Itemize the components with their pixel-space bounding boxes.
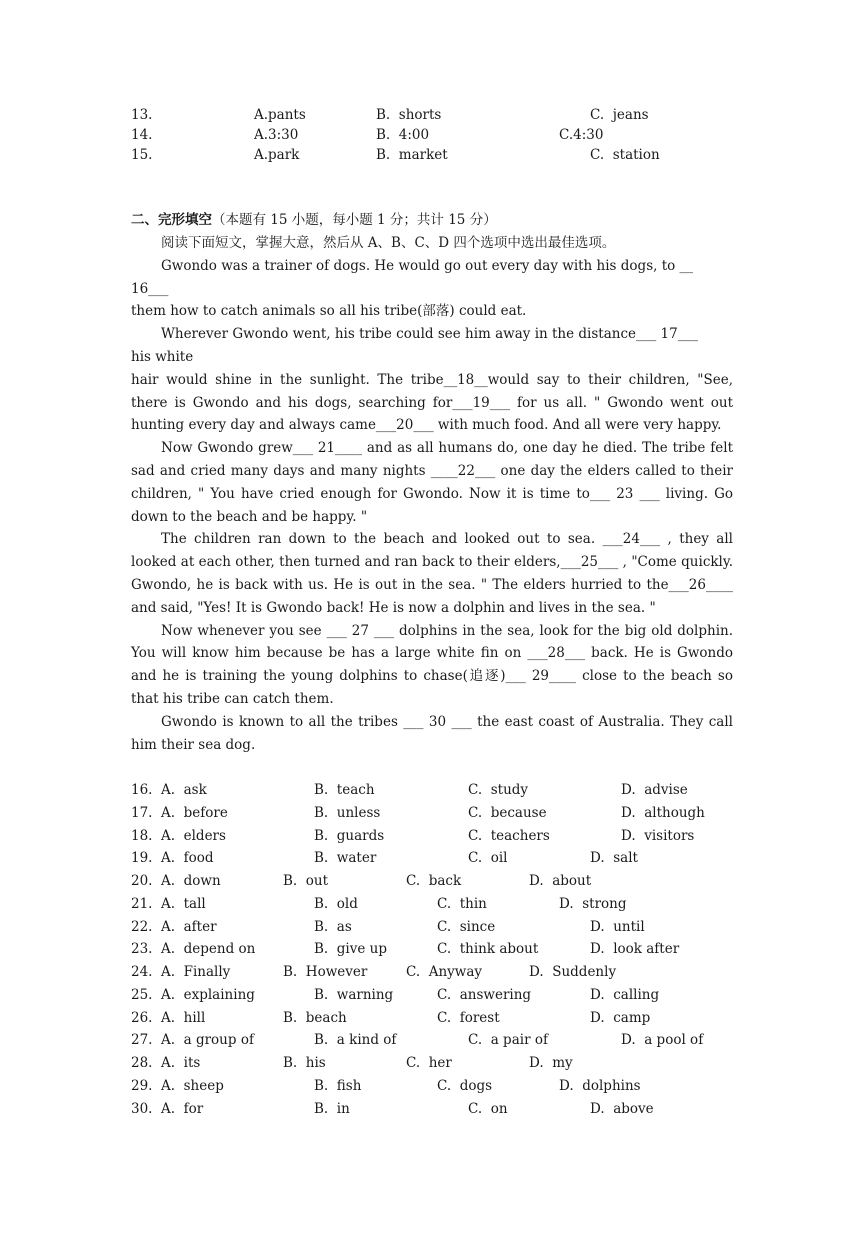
option-d: D. my xyxy=(529,1055,573,1071)
option-c: C. think about xyxy=(437,941,539,957)
option-a: A. after xyxy=(161,919,217,935)
option-d: D. above xyxy=(590,1101,654,1117)
question-number: 30. xyxy=(131,1101,153,1117)
option-c: C. study xyxy=(468,782,529,798)
option-row-27 xyxy=(131,1029,731,1051)
option-row-28 xyxy=(131,1052,731,1074)
passage-paragraph: The children ran down to the beach and looked out to sea. ___24___ , they all looked at each other, then turned and ran back to their elders,___25___ , "Come quickly. Gwondo, he is back with us. He is out in the sea. " The elders hurried to the___26____ and said, "Yes! It is Gwondo back! He is now a dolphin and lives in the sea. " xyxy=(131,531,733,616)
option-c: C. on xyxy=(468,1101,508,1117)
question-number: 17. xyxy=(131,805,153,821)
option-b: B. out xyxy=(283,873,329,889)
option-a: A. a group of xyxy=(161,1032,254,1048)
option-b: B. beach xyxy=(283,1010,347,1026)
option-b: B. shorts xyxy=(376,107,442,123)
question-number: 14. xyxy=(131,127,153,143)
option-a: A. elders xyxy=(161,828,226,844)
passage-line: his white xyxy=(131,348,194,365)
option-d: D. look after xyxy=(590,941,680,957)
option-row-18 xyxy=(131,825,731,847)
option-c: C. back xyxy=(406,873,462,889)
option-a: A.3:30 xyxy=(254,127,299,143)
question-row-15 xyxy=(131,144,731,166)
option-c: C. since xyxy=(437,919,496,935)
question-number: 20. xyxy=(131,873,153,889)
option-d: D. until xyxy=(590,919,645,935)
option-d: D. dolphins xyxy=(559,1078,641,1094)
option-a: A. tall xyxy=(161,896,206,912)
option-b: B. fish xyxy=(314,1078,362,1094)
option-c: C. Anyway xyxy=(406,964,483,980)
option-b: B. 4:00 xyxy=(376,127,430,143)
question-row-14 xyxy=(131,124,731,146)
section-title: 二、完形填空 xyxy=(131,212,212,228)
option-b: B. old xyxy=(314,896,358,912)
option-d: D. camp xyxy=(590,1010,651,1026)
question-number: 21. xyxy=(131,896,153,912)
question-number: 28. xyxy=(131,1055,153,1071)
option-row-26 xyxy=(131,1007,731,1029)
option-d: D. a pool of xyxy=(621,1032,704,1048)
option-b: B. give up xyxy=(314,941,387,957)
passage-paragraph: Now whenever you see ___ 27 ___ dolphins in the sea, look for the big old dolphin. You will know him because be has a large white fin on ___28___ back. He is Gwondo and he is training the young dolphins to chase(追逐)___ 29____ close to the beach so that his tribe can catch them. xyxy=(131,622,733,707)
option-row-17 xyxy=(131,802,731,824)
option-b: B. teach xyxy=(314,782,375,798)
option-d: D. visitors xyxy=(621,828,695,844)
question-number: 29. xyxy=(131,1078,153,1094)
option-a: A.park xyxy=(254,147,300,163)
option-a: A. Finally xyxy=(161,964,231,980)
option-b: B. his xyxy=(283,1055,326,1071)
option-b: B. as xyxy=(314,919,352,935)
passage-paragraph: Now Gwondo grew___ 21____ and as all humans do, one day he died. The tribe felt sad and cried many days and many nights ____22___ one day the elders called to their children, " You have cried enough for Gwondo. Now it is time to___ 23 ___ living. Go down to the beach and be happy. " xyxy=(131,440,733,525)
passage-line: Wherever Gwondo went, his tribe could see him away in the distance___ 17___ xyxy=(161,326,698,343)
option-a: A. hill xyxy=(161,1010,206,1026)
section-note: （本题有 15 小题，每小题 1 分；共计 15 分） xyxy=(212,212,497,228)
question-number: 27. xyxy=(131,1032,153,1048)
option-row-24 xyxy=(131,961,731,983)
option-a: A. before xyxy=(161,805,228,821)
question-number: 22. xyxy=(131,919,153,935)
option-a: A. for xyxy=(161,1101,204,1117)
option-d: D. Suddenly xyxy=(529,964,617,980)
cloze-passage xyxy=(131,232,733,756)
option-b: B. water xyxy=(314,850,377,866)
section-heading xyxy=(131,209,497,231)
option-row-20 xyxy=(131,870,731,892)
question-number: 19. xyxy=(131,850,153,866)
option-b: B. in xyxy=(314,1101,350,1117)
option-a: A. explaining xyxy=(161,987,255,1003)
option-row-25 xyxy=(131,984,731,1006)
option-b: B. unless xyxy=(314,805,381,821)
option-c: C. oil xyxy=(468,850,508,866)
instruction-text: 阅读下面短文，掌握大意，然后从 A、B、C、D 四个选项中选出最佳选项。 xyxy=(161,235,616,251)
question-number: 26. xyxy=(131,1010,153,1026)
option-b: B. a kind of xyxy=(314,1032,397,1048)
option-d: D. although xyxy=(621,805,705,821)
question-number: 24. xyxy=(131,964,153,980)
question-number: 15. xyxy=(131,147,153,163)
question-row-13 xyxy=(131,104,731,126)
option-a: A. sheep xyxy=(161,1078,224,1094)
question-number: 18. xyxy=(131,828,153,844)
option-a: A. its xyxy=(161,1055,201,1071)
option-c: C. jeans xyxy=(590,107,649,123)
passage-paragraph: hair would shine in the sunlight. The tribe__18__would say to their children, "See, there is Gwondo and his dogs, searching for___19___ for us all. " Gwondo went out hunting every day and always came___20___ with much food. And all were very happy. xyxy=(131,371,733,434)
option-c: C. a pair of xyxy=(468,1032,548,1048)
option-d: D. strong xyxy=(559,896,627,912)
question-number: 23. xyxy=(131,941,153,957)
option-d: D. calling xyxy=(590,987,660,1003)
option-b: B. market xyxy=(376,147,448,163)
passage-paragraph: Gwondo is known to all the tribes ___ 30 ___ the east coast of Australia. They call him their sea dog. xyxy=(131,713,733,753)
option-d: D. about xyxy=(529,873,592,889)
option-row-21 xyxy=(131,893,731,915)
option-c: C. her xyxy=(406,1055,452,1071)
option-row-19 xyxy=(131,847,731,869)
question-number: 16. xyxy=(131,782,153,798)
option-b: B. guards xyxy=(314,828,385,844)
option-a: A. food xyxy=(161,850,214,866)
option-c: C. dogs xyxy=(437,1078,493,1094)
option-b: B. warning xyxy=(314,987,394,1003)
option-row-30 xyxy=(131,1098,731,1120)
passage-line: 16___ xyxy=(131,280,169,297)
option-b: B. However xyxy=(283,964,368,980)
option-d: D. advise xyxy=(621,782,688,798)
option-c: C. thin xyxy=(437,896,487,912)
option-a: A. depend on xyxy=(161,941,256,957)
option-row-29 xyxy=(131,1075,731,1097)
option-row-16 xyxy=(131,779,731,801)
option-a: A. down xyxy=(161,873,221,889)
question-number: 25. xyxy=(131,987,153,1003)
option-c: C. station xyxy=(590,147,660,163)
option-c: C. answering xyxy=(437,987,532,1003)
option-c: C. because xyxy=(468,805,547,821)
option-a: A. ask xyxy=(161,782,207,798)
passage-line: Gwondo was a trainer of dogs. He would go out every day with his dogs, to __ xyxy=(161,257,694,274)
passage-line: them how to catch animals so all his tribe(部落) could eat. xyxy=(131,303,527,320)
option-c: C. forest xyxy=(437,1010,500,1026)
question-number: 13. xyxy=(131,107,153,123)
option-c: C. teachers xyxy=(468,828,550,844)
option-a: A.pants xyxy=(254,107,306,123)
option-row-23 xyxy=(131,938,731,960)
option-c: C.4:30 xyxy=(559,127,604,143)
option-row-22 xyxy=(131,916,731,938)
option-d: D. salt xyxy=(590,850,638,866)
